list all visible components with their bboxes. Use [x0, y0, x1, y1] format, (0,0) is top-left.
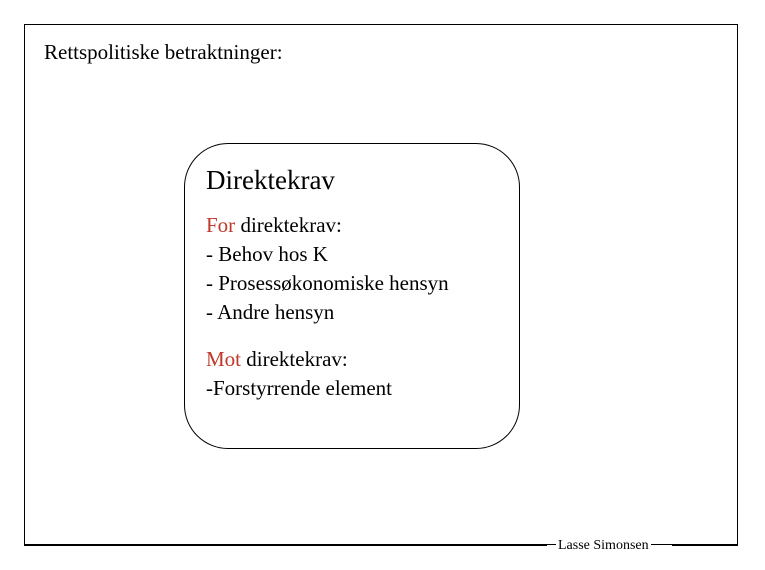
footer-rule-left: [24, 545, 547, 546]
mot-header-rest: direktekrav:: [241, 347, 348, 371]
for-section-header: [206, 211, 449, 240]
for-section: [206, 211, 449, 327]
box-heading: Direktekrav: [206, 165, 335, 195]
mot-keyword: Mot: [206, 347, 242, 371]
footer-author: Lasse Simonsen: [556, 536, 651, 556]
footer-rule-right: [672, 545, 738, 546]
mot-section-header: [206, 345, 392, 374]
mot-section: [206, 345, 392, 403]
for-header-rest: direktekrav:: [235, 213, 342, 237]
for-item: - Behov hos K: [206, 242, 328, 266]
for-keyword: For: [206, 213, 236, 237]
slide-title: Rettspolitiske betraktninger:: [44, 40, 283, 64]
mot-item: -Forstyrrende element: [206, 376, 393, 400]
for-item: - Andre hensyn: [206, 300, 335, 324]
for-item: - Prosessøkonomiske hensyn: [206, 271, 449, 295]
